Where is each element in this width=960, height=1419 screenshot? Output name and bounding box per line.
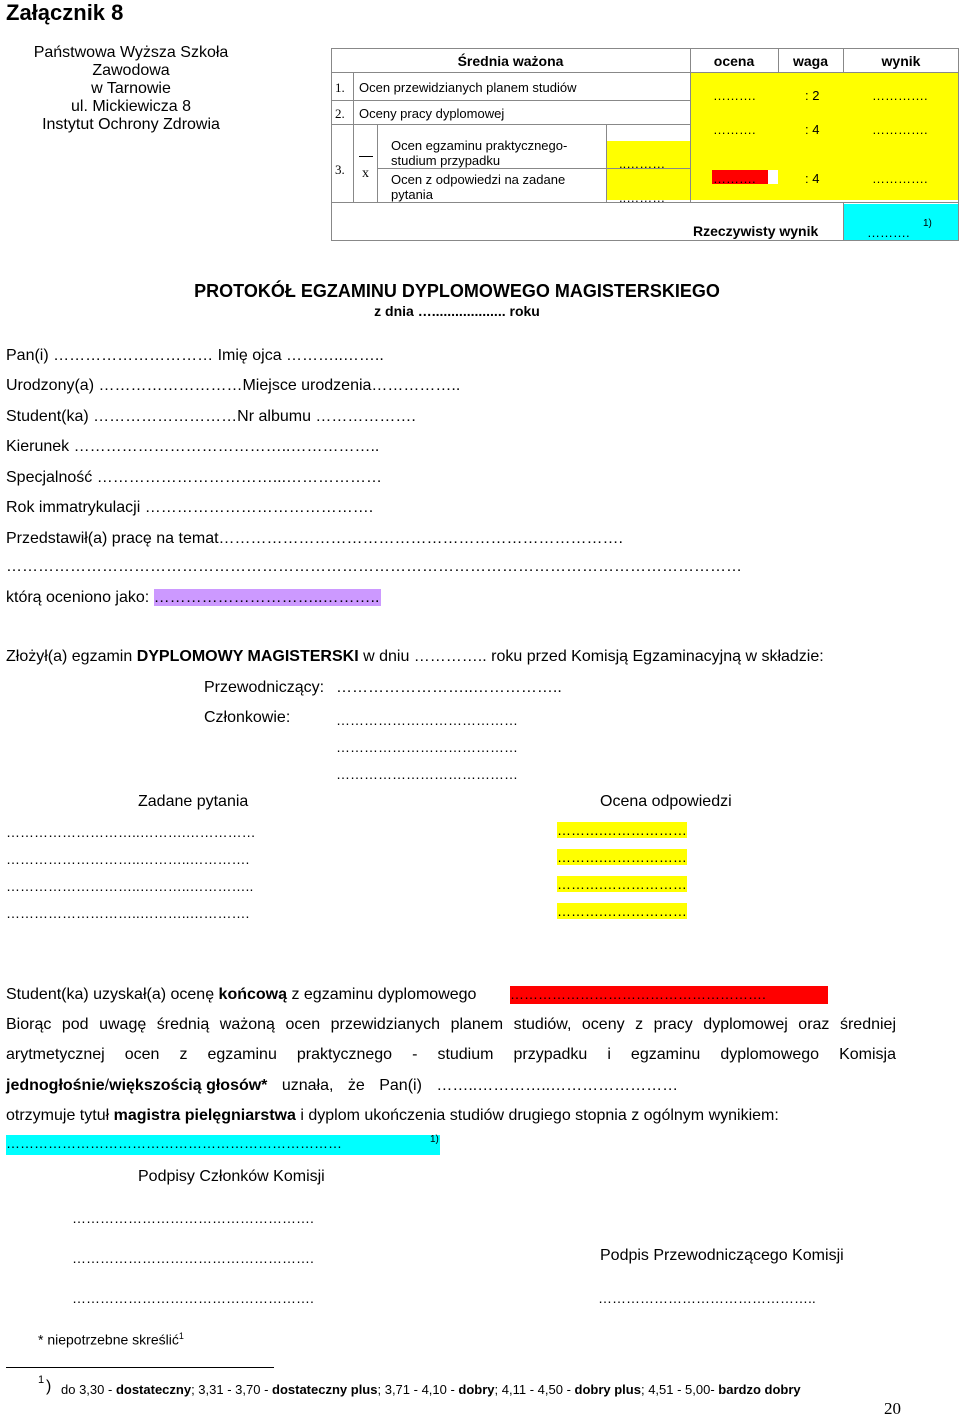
field-rok-immatrykulacji: Rok immatrykulacji ……………………………………. <box>6 499 374 516</box>
exam-line <box>6 648 824 666</box>
row1-ocena: ………. <box>713 88 756 103</box>
institution-line: Państwowa Wyższa Szkoła Zawodowa <box>33 44 229 79</box>
protocol-title: PROTOKÓŁ EGZAMINU DYPLOMOWEGO MAGISTERSKIEGO <box>194 281 720 301</box>
vote-unanimous: jednogłośnie <box>6 1077 105 1094</box>
member-dots: ………………………………… <box>336 766 518 782</box>
col-divider <box>843 202 844 241</box>
answer-line: ……….……………… <box>557 822 687 838</box>
members-label: Członkowie: <box>204 709 291 726</box>
row3-sub1-line: studium przypadku <box>391 153 501 168</box>
actual-result-label: Rzeczywisty wynik <box>693 223 819 239</box>
row2-label: Oceny pracy dyplomowej <box>359 106 505 121</box>
vote-slash: / <box>104 1077 110 1094</box>
footnote-number: 1 <box>38 1374 45 1386</box>
questions-header: Zadane pytania <box>138 793 249 810</box>
row-divider <box>331 100 690 101</box>
grade-scale-segment: do 3,30 - <box>61 1382 116 1397</box>
final-para-line4-rest: uznała, że Pan(i) ……..…………..…………………… <box>267 1077 679 1094</box>
field-temat-continuation: ………………………………………………………………………………………………………………………… <box>6 558 742 575</box>
grade-scale-segment: ; 3,71 - 4,10 - <box>377 1382 459 1397</box>
institution-line: w Tarnowie <box>91 80 171 97</box>
chair-signature-dots: ……………………………………….. <box>598 1290 816 1306</box>
answer-line: ……….……………… <box>557 903 687 919</box>
grade-scale-segment: ; 4,11 - 4,50 - <box>494 1382 575 1397</box>
grade-scale-footnote <box>61 1382 801 1397</box>
grade-scale-segment: ; 3,31 - 3,70 - <box>191 1382 273 1397</box>
header-wynik: wynik <box>881 53 921 69</box>
chair-signature-label: Podpis Przewodniczącego Komisji <box>600 1247 844 1264</box>
final-para-line3: arytmetycznej ocen z egzaminu praktycznego - studium przypadku i egzaminu dyplomowego Komisja <box>6 1046 896 1063</box>
header-weighted-average: Średnia ważona <box>457 53 564 69</box>
row1-number: 1. <box>335 80 345 95</box>
field-urodzony: Urodzony(a) ………………………Miejsce urodzenia…………….. <box>6 377 461 394</box>
row2-waga: : 4 <box>805 122 820 137</box>
row3-sub2-label <box>391 172 565 202</box>
field-kierunek: Kierunek …………………………………..…………….. <box>6 438 380 455</box>
row3-sub1-label <box>391 138 567 168</box>
final-para-line4 <box>6 1077 678 1095</box>
exam-line-suffix: w dniu ………….. roku przed Komisją Egzaminacyjną w składzie: <box>358 648 824 665</box>
grade-scale-segment: bardzo dobry <box>718 1382 801 1397</box>
row3-ocena: ………. <box>713 171 756 186</box>
signature-dots: ……………………………………………. <box>72 1210 314 1226</box>
final-grade-prefix: Student(ka) uzyskał(a) ocenę <box>6 986 219 1003</box>
oceniono-value: …………………………..……….. <box>153 589 380 606</box>
signature-dots: ……………………………………………. <box>72 1250 314 1266</box>
row3-sub2-line: pytania <box>391 187 433 202</box>
row3-waga: : 4 <box>805 171 820 186</box>
row1-label: Ocen przewidzianych planem studiów <box>359 80 577 95</box>
member-dots: ………………………………… <box>336 739 518 755</box>
final-grade-bold: końcową <box>218 986 288 1003</box>
chair-label: Przewodniczący: <box>204 679 325 696</box>
degree-title: magistra pielęgniarstwa <box>113 1107 296 1124</box>
final-para-line5-suffix: i dyplom ukończenia studiów drugiego stopnia z ogólnym wynikiem: <box>295 1107 779 1124</box>
row2-number: 2. <box>335 106 345 121</box>
overall-result-fill <box>6 1135 440 1155</box>
col-divider <box>690 48 691 202</box>
actual-result-value: ………. <box>867 225 910 240</box>
protocol-date-line: z dnia …................... roku <box>374 303 540 319</box>
star-note-text: * niepotrzebne skreślić <box>38 1331 179 1348</box>
institution-line: ul. Mickiewicza 8 <box>70 98 192 115</box>
exam-line-bold: DYPLOMOWY MAGISTERSKI <box>136 648 359 665</box>
star-note-sup: 1 <box>178 1331 184 1341</box>
row-divider <box>331 124 690 125</box>
overall-result-dots: ……………………………………………………………… <box>6 1135 342 1151</box>
overall-result-footnote: 1) <box>430 1134 439 1145</box>
row3-sub2-value: ..……… <box>619 190 666 205</box>
row3-sub1-value: ..……… <box>619 156 666 171</box>
answer-line: ……….……………… <box>557 849 687 865</box>
answers-header: Ocena odpowiedzi <box>600 793 732 810</box>
field-pan-imie-ojca: Pan(i) ………………………… Imię ojca ………..…….. <box>6 347 384 364</box>
institution-line: Instytut Ochrony Zdrowia <box>42 116 220 133</box>
chair-dots: ……………………..…………….. <box>336 679 562 696</box>
row3-number: 3. <box>335 162 345 177</box>
row-divider <box>331 72 959 73</box>
grade-scale-segment: dobry <box>458 1382 495 1397</box>
row2-wynik: …………. <box>872 122 928 137</box>
question-line: ………………………..………..…………. <box>6 851 250 867</box>
row3-x-bar <box>359 156 373 157</box>
row1-waga: : 2 <box>805 88 820 103</box>
final-grade-line <box>6 986 476 1004</box>
exam-line-prefix: Złożył(a) egzamin <box>6 648 137 665</box>
grade-scale-segment: dostateczny plus <box>272 1382 378 1397</box>
final-grade-fill: ………………………………………………. <box>510 986 828 1004</box>
row3-sub1-line: Ocen egzaminu praktycznego- <box>391 138 568 153</box>
question-line: ………………………..………..………….. <box>6 878 254 894</box>
grade-scale-segment: dostateczny <box>115 1382 192 1397</box>
star-note <box>38 1331 184 1348</box>
vote-majority: większością głosów* <box>109 1077 268 1094</box>
grade-scale-segment: dobry plus <box>574 1382 641 1397</box>
row3-wynik: …………. <box>872 171 928 186</box>
final-para-line5-prefix: otrzymuje tytuł <box>6 1107 114 1124</box>
footnote-divider <box>6 1367 274 1368</box>
col-divider <box>377 124 378 202</box>
row3-x-mark: x <box>362 166 369 181</box>
page-number: 20 <box>884 1399 901 1418</box>
col-divider <box>606 124 607 202</box>
footnote-paren: ) <box>46 1378 52 1395</box>
members-signatures-label: Podpisy Członków Komisji <box>138 1168 325 1185</box>
weighted-average-table <box>331 48 959 241</box>
member-dots: ………………………………… <box>336 712 518 728</box>
row2-ocena: ………. <box>713 122 756 137</box>
final-grade-suffix: z egzaminu dyplomowego <box>287 986 477 1003</box>
field-temat: Przedstawił(a) pracę na temat…………………………………………………………………. <box>6 530 623 547</box>
row1-wynik: …………. <box>872 88 928 103</box>
institution-block <box>6 44 256 134</box>
header-ocena: ocena <box>713 53 755 69</box>
header-waga: waga <box>792 53 828 69</box>
question-line: ………………………..……….…………… <box>6 824 256 840</box>
signature-dots: ……………………………………………. <box>72 1290 314 1306</box>
actual-result-footnote: 1) <box>923 218 932 229</box>
answer-line: ……….……………… <box>557 876 687 892</box>
question-line: ………………………..………..…………. <box>6 905 250 921</box>
final-para-line2: Biorąc pod uwagę średnią ważoną ocen przewidzianych planem studiów, oceny z pracy dyplomowej oraz średniej <box>6 1016 896 1033</box>
field-oceniono <box>6 589 381 607</box>
row3-sub2-line: Ocen z odpowiedzi na zadane <box>391 172 566 187</box>
field-specjalnosc: Specjalność ……………………………...……………… <box>6 469 383 486</box>
annex-title: Załącznik 8 <box>6 0 124 25</box>
final-para-line5 <box>6 1107 779 1125</box>
col-divider <box>353 72 354 202</box>
field-student: Student(ka) ………………………Nr albumu ………………. <box>6 408 416 425</box>
oceniono-label: którą oceniono jako: <box>6 589 154 606</box>
grade-scale-segment: ; 4,51 - 5,00- <box>640 1382 719 1397</box>
